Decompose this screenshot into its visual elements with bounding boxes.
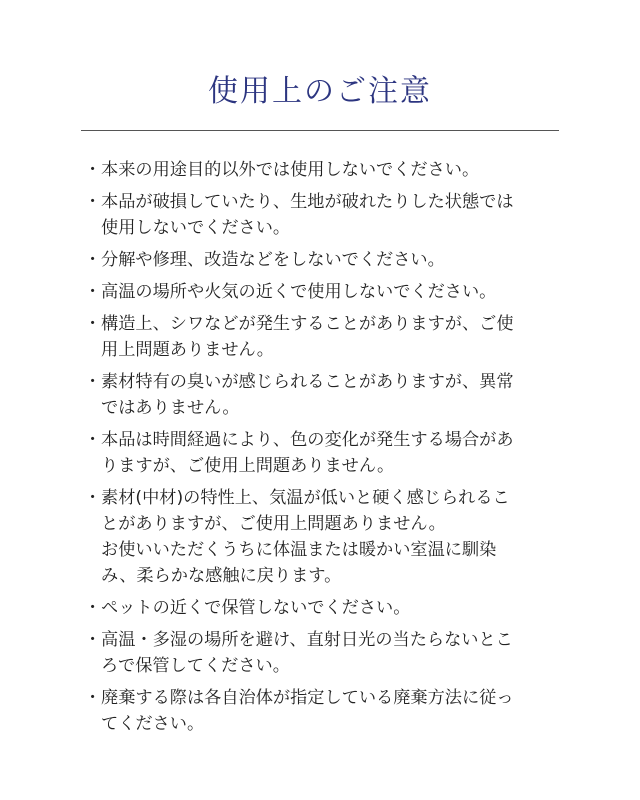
caution-text: 本品が破損していたり、生地が破れたりした状態では 使用しないでください。 [101,192,514,238]
bullet-mark: ・ [84,314,102,334]
bullet-mark: ・ [84,250,102,270]
caution-text: 廃棄する際は各自治体が指定している廃棄方法に従っ てください。 [101,688,514,734]
caution-item [84,685,560,737]
bullet-mark: ・ [84,598,102,618]
caution-text: 高温の場所や火気の近くで使用しないでください。 [101,282,497,302]
caution-text: 本来の用途目的以外では使用しないでください。 [101,160,480,180]
bullet-mark: ・ [84,192,102,212]
caution-item [84,369,560,421]
caution-item [84,157,560,183]
caution-item [84,189,560,241]
bullet-mark: ・ [84,372,102,392]
caution-item [84,427,560,479]
bullet-mark: ・ [84,430,102,450]
bullet-mark: ・ [84,688,102,708]
caution-item [84,627,560,679]
caution-list [84,157,560,743]
caution-text: 構造上、シワなどが発生することがありますが、ご使 用上問題ありません。 [101,314,514,360]
bullet-mark: ・ [84,488,102,508]
page-title: 使用上のご注意 [208,74,432,109]
caution-text: 素材特有の臭いが感じられることがありますが、異常 ではありません。 [101,372,514,418]
caution-text: 素材(中材)の特性上、気温が低いと硬く感じられるこ とがありますが、ご使用上問題ありません。 お使いいただくうちに体温または暖かい室温に馴染 み、柔らかな感触に戻ります。 [101,488,510,586]
bullet-mark: ・ [84,282,102,302]
caution-text: ペットの近くで保管しないでください。 [101,598,411,618]
caution-text: 本品は時間経過により、色の変化が発生する場合があ りますが、ご使用上問題ありません。 [101,430,514,476]
bullet-mark: ・ [84,160,102,180]
caution-item [84,311,560,363]
bullet-mark: ・ [84,630,102,650]
caution-item [84,279,560,305]
caution-item [84,595,560,621]
caution-item [84,247,560,273]
caution-text: 分解や修理、改造などをしないでください。 [101,250,445,270]
caution-item [84,485,560,589]
title-divider [81,130,559,131]
caution-text: 高温・多湿の場所を避け、直射日光の当たらないとこ ろで保管してください。 [101,630,513,676]
